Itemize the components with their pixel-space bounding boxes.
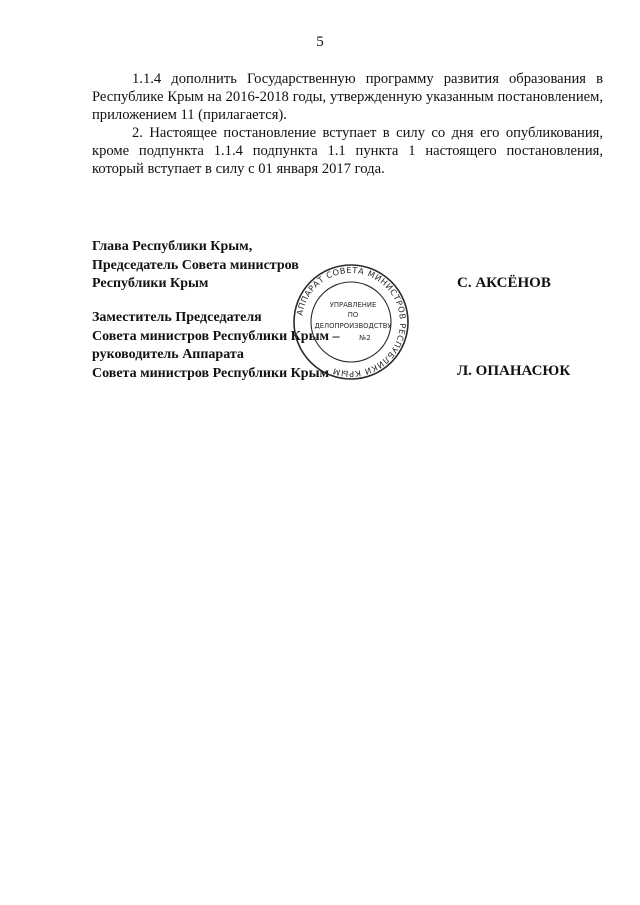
signature-title-line: Республики Крым <box>92 276 209 291</box>
signature-title-line: руководитель Аппарата <box>92 347 244 362</box>
signature-title-line: Председатель Совета министров <box>92 257 299 273</box>
body-text <box>92 70 603 178</box>
official-stamp <box>291 262 411 382</box>
stamp-inner-line: УПРАВЛЕНИЕ <box>329 301 377 309</box>
stamp-inner-line: №2 <box>359 334 371 342</box>
stamp-inner-line: ДЕЛОПРОИЗВОДСТВУ <box>314 322 392 330</box>
signatory-name-opanasyuk: Л. ОПАНАСЮК <box>457 363 571 379</box>
page-number: 5 <box>316 34 324 50</box>
stamp-outer-text: АППАРАТ СОВЕТА МИНИСТРОВ РЕСПУБЛИКИ КРЫМ <box>294 264 409 380</box>
paragraph-1-1-4: 1.1.4 дополнить Государственную программу развития образования в Республике Крым на 2016-2018 годы, утвержденную указанным постановлением, приложением 11 (прилагается). <box>92 71 603 123</box>
signature-title-line: Глава Республики Крым, <box>92 239 253 254</box>
signature-title-line: Совета министров Республики Крым – <box>92 328 340 344</box>
signature-title-line: Заместитель Председателя <box>92 310 262 325</box>
stamp-inner-line: ПО <box>347 311 359 319</box>
signature-title-line: Совета министров Республики Крым <box>92 365 330 381</box>
paragraph-2: 2. Настоящее постановление вступает в силу со дня его опубликования, кроме подпункта 1.1.4 подпункта 1.1 пункта 1 настоящего постановления, который вступает в силу с 01 января 2017 года. <box>92 125 603 177</box>
signatory-name-aksenov: С. АКСЁНОВ <box>457 275 551 291</box>
